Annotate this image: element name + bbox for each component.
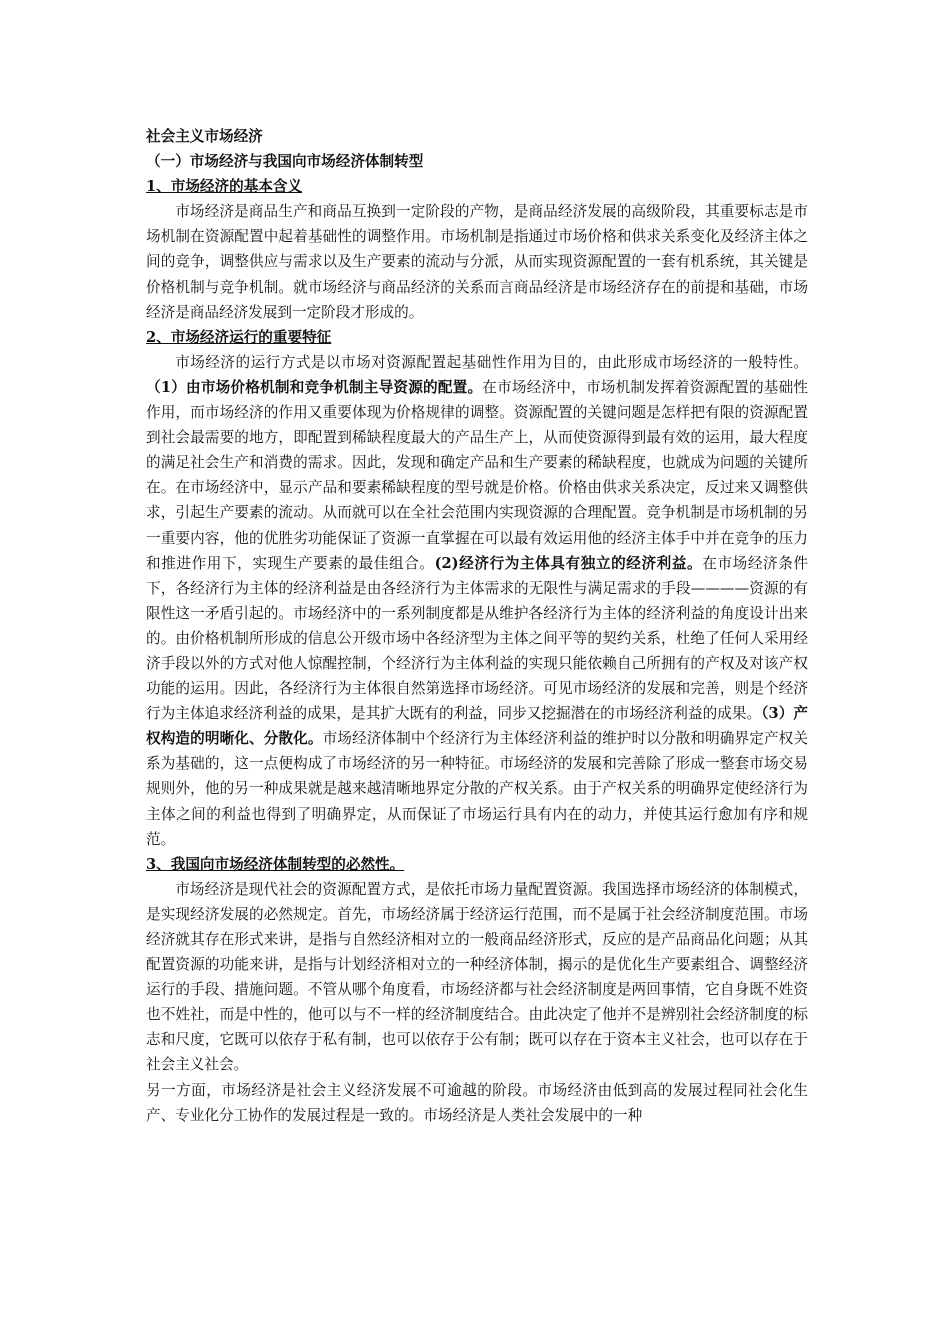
subheading-2: 2、市场经济运行的重要特征 xyxy=(146,328,332,346)
paragraph-4: 另一方面，市场经济是社会主义经济发展不可逾越的阶段。市场经济由低到高的发展过程同社会化生产、专业化分工协作的发展过程是一致的。市场经济是人类社会发展中的一种 xyxy=(146,1081,808,1124)
document-title: 社会主义市场经济 xyxy=(146,128,263,145)
paragraph-2 xyxy=(146,350,808,852)
paragraph-2-text-a: 市场经济的运行方式是以市场对资源配置起基础性作用为目的，由此形成市场经济的一般特性。 xyxy=(175,353,808,371)
paragraph-2-text-c: 在市场经济中，市场机制发挥着资源配置的基础性作用，而市场经济的作用又重要体现为价格规律的调整。资源配置的关键问题是怎样把有限的资源配置到社会最需要的地方，即配置到稀缺程度最大的产品生产上，从而使资源得到最有效的运用，最大程度的满足社会生产和消费的需求。因此，发现和确定产品和生产要素的稀缺程度，也就成为问题的关键所在。在市场经济中，显示产品和要素稀缺程度的型号就是价格。价格由供求关系决定，反过来又调整供求，引起生产要素的流动。从而就可以在全社会范围内实现资源的合理配置。竞争机制是市场机制的另一重要内容，他的优胜劣功能保证了资源一直掌握在可以最有效运用他的经济主体手中并在竞争的压力和推进作用下，实现生产要素的最佳组合。 xyxy=(146,378,808,572)
paragraph-1: 市场经济是商品生产和商品互换到一定阶段的产物，是商品经济发展的高级阶段，其重要标志是市场机制在资源配置中起着基础性的调整作用。市场机制是指通过市场价格和供求关系变化及经济主体之间的竞争，调整供应与需求以及生产要素的流动与分派，从而实现资源配置的一套有机系统，其关键是价格机制与竞争机制。就市场经济与商品经济的关系而言商品经济是市场经济存在的前提和基础，市场经济是商品经济发展到一定阶段才形成的。 xyxy=(146,203,808,321)
feature-2-heading: (2)经济行为主体具有独立的经济利益。 xyxy=(434,554,703,572)
subheading-1: 1、市场经济的基本含义 xyxy=(146,178,303,196)
paragraph-3: 市场经济是现代社会的资源配置方式，是依托市场力量配置资源。我国选择市场经济的体制模式，是实现经济发展的必然规定。首先，市场经济属于经济运行范围，而不是属于社会经济制度范围。市场经济就其存在形式来讲，是指与自然经济相对立的一般商品经济形式，反应的是产品商品化问题；从其配置资源的功能来讲，是指与计划经济相对立的一种经济体制，揭示的是优化生产要素组合、调整经济运行的手段、措施问题。不管从哪个角度看，市场经济都与社会经济制度是两回事情，它自身既不姓资也不姓社，而是中性的，他可以与不一样的经济制度结合。由此决定了他并不是辨别社会经济制度的标志和尺度，它既可以依存于私有制，也可以依存于公有制；既可以存在于资本主义社会，也可以存在于社会主义社会。 xyxy=(146,880,808,1074)
subheading-3: 3、我国向市场经济体制转型的必然性。 xyxy=(146,855,405,873)
feature-1-heading: （1）由市场价格机制和竞争机制主导资源的配置。 xyxy=(146,378,483,396)
paragraph-2-text-g: 市场经济体制中个经济行为主体经济利益的维护时以分散和明确界定产权关系为基础的，这一点便构成了市场经济的另一种特征。市场经济的发展和完善除了形成一整套市场交易规则外，他的另一种成果就是越来越清晰地界定分散的产权关系。由于产权关系的明确界定使经济行为主体之间的利益也得到了明确界定，从而保证了市场运行具有内在的动力，并使其运行愈加有序和规范。 xyxy=(146,730,808,848)
section-heading: （一）市场经济与我国向市场经济体制转型 xyxy=(146,153,424,171)
feature-3-heading: （3）产权构造的明晰化、分散化。 xyxy=(146,705,808,748)
document-page xyxy=(146,124,808,1128)
paragraph-2-text-e: 在市场经济条件下，各经济行为主体的经济利益是由各经济行为主体需求的无限性与满足需求的手段————资源的有限性这一矛盾引起的。市场经济中的一系列制度都是从维护各经济行为主体的经济利益的角度设计出来的。由价格机制所形成的信息公开级市场中各经济型为主体之间平等的契约关系，杜绝了任何人采用经济手段以外的方式对他人惊醒控制，个经济行为主体利益的实现只能依赖自己所拥有的产权及对该产权功能的运用。因此，各经济行为主体很自然第选择市场经济。可见市场经济的发展和完善，则是个经济行为主体追求经济利益的成果，是其扩大既有的利益，同步又挖掘潜在的市场经济利益的成果。 xyxy=(146,554,808,723)
